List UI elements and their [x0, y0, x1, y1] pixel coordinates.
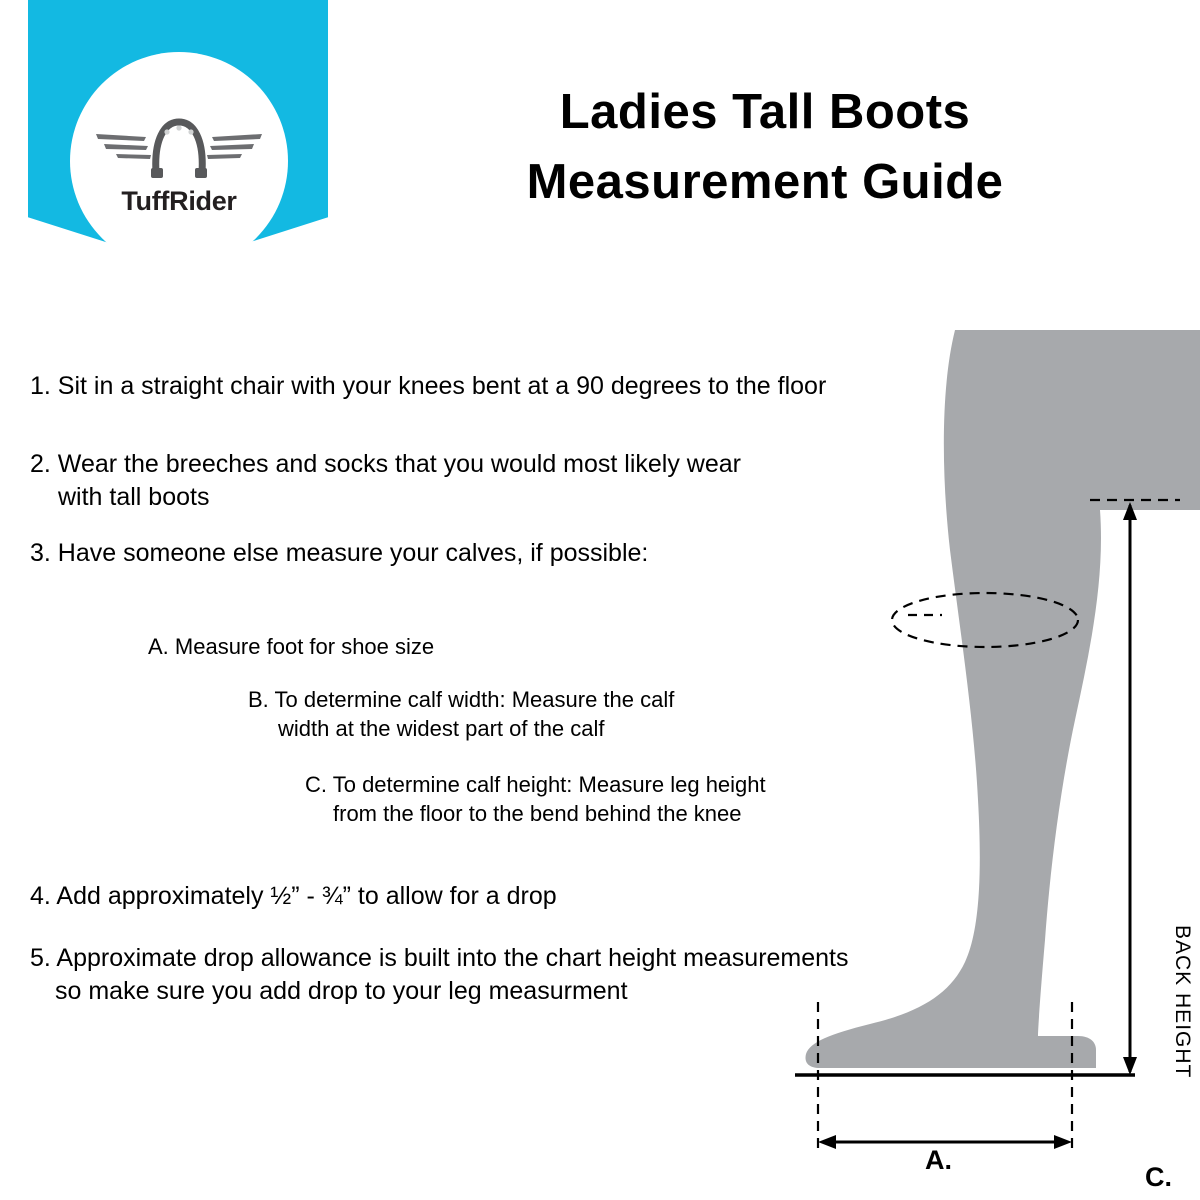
instruction-substep-b-text: B. To determine calf width: Measure the calf — [248, 687, 675, 712]
back-height-dimension — [1123, 502, 1137, 1075]
instruction-substep-c-text: C. To determine calf height: Measure leg height — [305, 772, 766, 797]
height-marker-c: C. — [1145, 1162, 1172, 1192]
brand-name: TuffRider — [121, 185, 237, 216]
instruction-substep-a: A. Measure foot for shoe size — [148, 634, 435, 659]
title-line-1: Ladies Tall Boots — [559, 85, 971, 139]
instruction-step-5-continuation: so make sure you add drop to your leg measurment — [55, 976, 628, 1005]
horseshoe-wings-icon — [94, 106, 264, 184]
instruction-step-3: 3. Have someone else measure your calves, if possible: — [30, 539, 649, 567]
instruction-step-5-text: 5. Approximate drop allowance is built into the chart height measurements — [30, 944, 849, 972]
instruction-substep-b-continuation: width at the widest part of the calf — [278, 716, 605, 742]
instruction-step-1: 1. Sit in a straight chair with your knees bent at a 90 degrees to the floor — [30, 372, 827, 400]
leg-diagram — [760, 330, 1200, 1200]
leg-illustration — [760, 330, 1200, 1200]
page-title — [350, 78, 1180, 217]
leg-silhouette — [806, 330, 1200, 1068]
back-height-label: BACK HEIGHT — [1171, 925, 1194, 1079]
instruction-substep-b — [248, 685, 808, 743]
title-line-2: Measurement Guide — [526, 154, 1004, 209]
foot-marker-a: A. — [925, 1145, 952, 1175]
brand-logo — [70, 52, 288, 270]
instruction-step-2-continuation: with tall boots — [58, 482, 210, 511]
instruction-step-2-text: 2. Wear the breeches and socks that you would most likely wear — [30, 450, 741, 478]
instruction-substep-c-continuation: from the floor to the bend behind the knee — [333, 801, 742, 827]
instruction-step-4: 4. Add approximately ½” - ¾” to allow for a drop — [30, 882, 557, 910]
